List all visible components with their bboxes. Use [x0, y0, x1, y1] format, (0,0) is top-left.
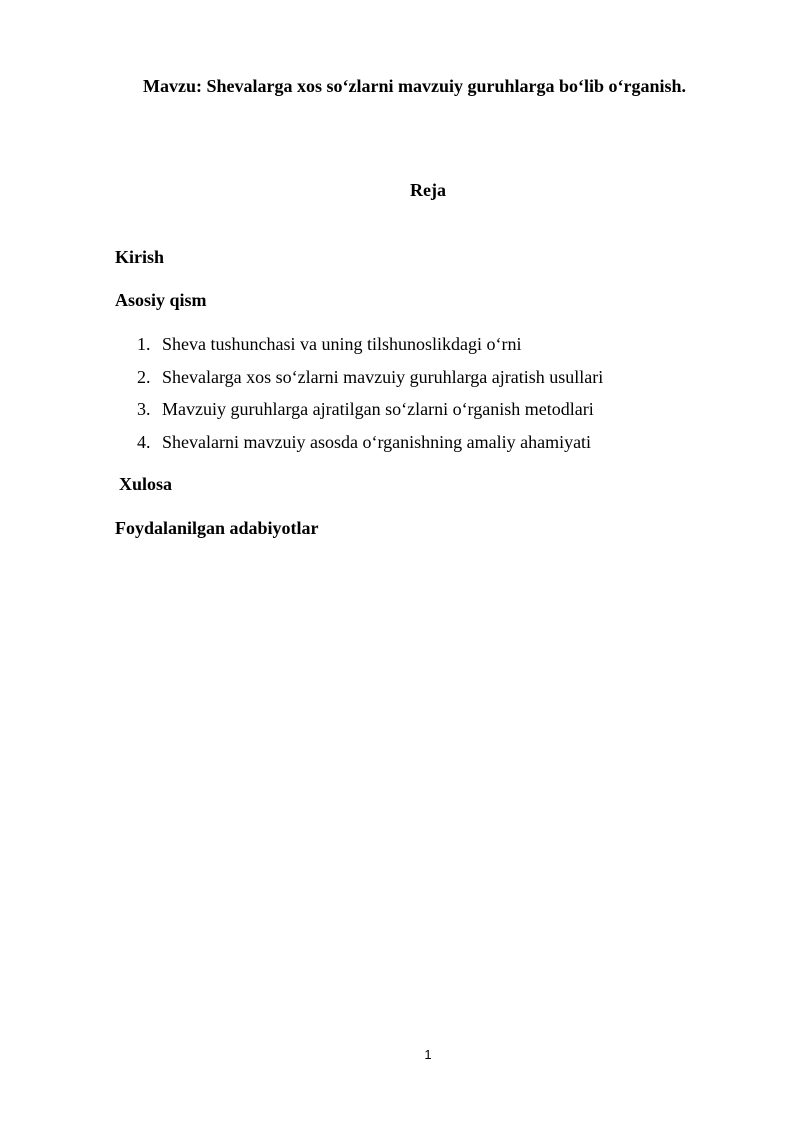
section-intro: Kirish [115, 247, 165, 267]
list-item-text: Shevalarni mavzuiy asosda o‘rganishning amaliy ahamiyati [162, 431, 592, 452]
list-item-text: Mavzuiy guruhlarga ajratilgan so‘zlarni o‘rganish metodlari [162, 399, 594, 419]
document-title: Mavzu: Shevalarga xos so‘zlarni mavzuiy guruhlarga bo‘lib o‘rganish. [143, 76, 687, 96]
list-item-number: 2. [137, 366, 151, 387]
page-number: 1 [424, 1047, 432, 1062]
list-item [137, 366, 603, 399]
list-item [137, 398, 603, 431]
list-item-number: 1. [137, 334, 151, 354]
list-item-text: Shevalarga xos so‘zlarni mavzuiy guruhlarga ajratish usullari [162, 366, 604, 387]
list-item-text: Sheva tushunchasi va uning tilshunoslikdagi o‘rni [162, 334, 522, 354]
section-conclusion: Xulosa [119, 474, 173, 494]
plan-list [137, 333, 603, 463]
section-references: Foydalanilgan adabiyotlar [115, 518, 319, 538]
section-main: Asosiy qism [115, 290, 207, 310]
list-item [137, 431, 603, 464]
list-item-number: 4. [137, 431, 151, 452]
list-item-number: 3. [137, 399, 151, 419]
list-item [137, 333, 603, 366]
plan-heading: Reja [410, 180, 446, 200]
